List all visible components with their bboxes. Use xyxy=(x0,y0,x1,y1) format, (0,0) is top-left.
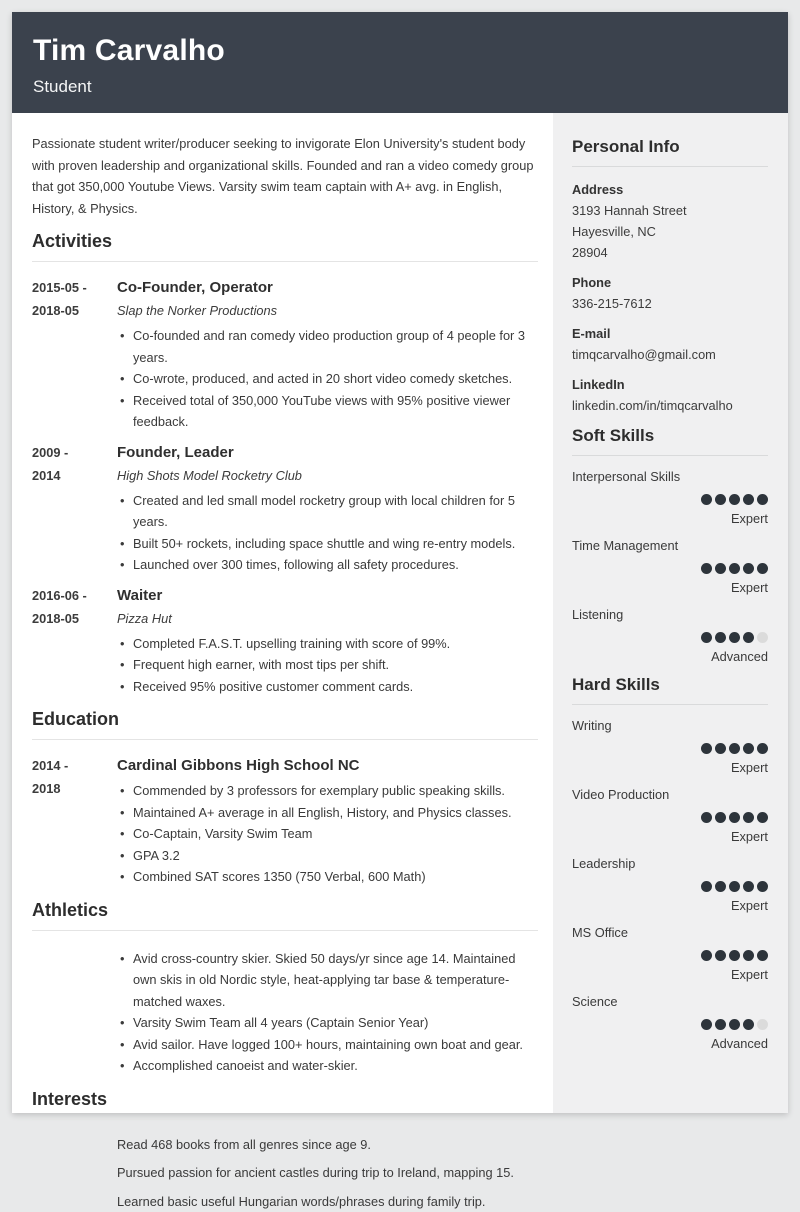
personal-info-field xyxy=(572,272,768,314)
rating-dot-icon xyxy=(743,632,754,643)
bullet-item: • Combined SAT scores 1350 (750 Verbal, 600 Math) xyxy=(117,866,538,888)
bullet-item: • Created and led small model rocketry group with local children for 5 years. xyxy=(117,490,538,533)
section-activities xyxy=(32,231,538,697)
skill-level: Expert xyxy=(572,510,768,527)
skill-name: MS Office xyxy=(572,924,768,941)
rating-dot-icon xyxy=(729,494,740,505)
date-start: 2009 - xyxy=(32,441,117,464)
field-value: 28904 xyxy=(572,242,768,263)
entry-organization: High Shots Model Rocketry Club xyxy=(117,464,538,487)
date-start: 2014 - xyxy=(32,754,117,777)
skill-rating-dots xyxy=(572,950,768,961)
activity-entry xyxy=(32,276,538,433)
rating-dot-icon xyxy=(715,743,726,754)
entry-dates xyxy=(32,276,117,433)
field-label: E-mail xyxy=(572,323,768,344)
rating-dot-icon xyxy=(701,950,712,961)
bullet-item: • Launched over 300 times, following all safety procedures. xyxy=(117,554,538,576)
field-label: Phone xyxy=(572,272,768,293)
section-title-education: Education xyxy=(32,709,538,740)
field-value: 3193 Hannah Street xyxy=(572,200,768,221)
interest-line: Read 468 books from all genres since age 9. xyxy=(117,1134,538,1156)
personal-info-field xyxy=(572,374,768,416)
skill-item xyxy=(572,606,768,665)
field-value: 336-215-7612 xyxy=(572,293,768,314)
field-label: Address xyxy=(572,179,768,200)
field-label: LinkedIn xyxy=(572,374,768,395)
entry-role: Co-Founder, Operator xyxy=(117,276,538,299)
entry-bullets xyxy=(117,325,538,433)
entry-dates xyxy=(32,754,117,888)
section-personal-info xyxy=(572,137,768,416)
bullet-item: • Avid sailor. Have logged 100+ hours, maintaining own boat and gear. xyxy=(117,1034,538,1056)
rating-dot-icon xyxy=(701,494,712,505)
resume-header xyxy=(12,12,788,113)
bullet-item: • Avid cross-country skier. Skied 50 days/yr since age 14. Maintained own skis in old Nordic style, heat-applying tar base & temperature-matched waxes. xyxy=(117,948,538,1013)
entry-bullets xyxy=(117,633,538,698)
rating-dot-icon xyxy=(729,632,740,643)
entry-role: Founder, Leader xyxy=(117,441,538,464)
rating-dot-icon xyxy=(715,1019,726,1030)
rating-dot-icon xyxy=(715,494,726,505)
rating-dot-icon xyxy=(757,950,768,961)
rating-dot-icon xyxy=(701,563,712,574)
bullet-item: • Received 95% positive customer comment cards. xyxy=(117,676,538,698)
resume-page xyxy=(12,12,788,1113)
bullet-item: • Built 50+ rockets, including space shuttle and wing re-entry models. xyxy=(117,533,538,555)
skill-name: Time Management xyxy=(572,537,768,554)
date-start: 2016-06 - xyxy=(32,584,117,607)
rating-dot-icon xyxy=(757,812,768,823)
hard-skills-title: Hard Skills xyxy=(572,675,768,705)
bullet-item: • Co-founded and ran comedy video production group of 4 people for 3 years. xyxy=(117,325,538,368)
person-job-title: Student xyxy=(33,77,788,97)
rating-dot-icon xyxy=(757,632,768,643)
rating-dot-icon xyxy=(715,950,726,961)
date-end: 2018-05 xyxy=(32,607,117,630)
personal-info-field xyxy=(572,323,768,365)
bullet-item: • GPA 3.2 xyxy=(117,845,538,867)
entry-bullets xyxy=(117,780,538,888)
skill-rating-dots xyxy=(572,563,768,574)
skill-level: Expert xyxy=(572,759,768,776)
interest-line: Pursued passion for ancient castles during trip to Ireland, mapping 15. xyxy=(117,1162,538,1184)
skill-rating-dots xyxy=(572,632,768,643)
rating-dot-icon xyxy=(743,494,754,505)
interest-lines xyxy=(117,1134,538,1212)
education-entry xyxy=(32,754,538,888)
main-column xyxy=(12,113,553,1113)
rating-dot-icon xyxy=(729,743,740,754)
skill-item xyxy=(572,717,768,776)
skill-item xyxy=(572,924,768,983)
entry-role: Waiter xyxy=(117,584,538,607)
rating-dot-icon xyxy=(715,881,726,892)
skill-level: Expert xyxy=(572,966,768,983)
bullet-item: • Co-wrote, produced, and acted in 20 short video comedy sketches. xyxy=(117,368,538,390)
personal-info-title: Personal Info xyxy=(572,137,768,167)
entry-bullets xyxy=(117,948,538,1077)
bullet-item: • Received total of 350,000 YouTube views with 95% positive viewer feedback. xyxy=(117,390,538,433)
rating-dot-icon xyxy=(729,1019,740,1030)
entry-dates xyxy=(32,945,117,1077)
rating-dot-icon xyxy=(701,812,712,823)
date-end: 2018 xyxy=(32,777,117,800)
summary-text: Passionate student writer/producer seeking to invigorate Elon University's student body with proven leadership and organizational skills. Founded and ran a video comedy group that got 350,000 Youtube Views. Varsity swim team captain with A+ avg. in English, History, & Physics. xyxy=(32,133,538,219)
entry-role: Cardinal Gibbons High School NC xyxy=(117,754,538,777)
rating-dot-icon xyxy=(743,563,754,574)
rating-dot-icon xyxy=(729,812,740,823)
date-end: 2018-05 xyxy=(32,299,117,322)
bullet-item: • Co-Captain, Varsity Swim Team xyxy=(117,823,538,845)
entry-dates xyxy=(32,584,117,698)
date-start: 2015-05 - xyxy=(32,276,117,299)
rating-dot-icon xyxy=(701,743,712,754)
rating-dot-icon xyxy=(701,881,712,892)
skill-item xyxy=(572,786,768,845)
skill-name: Video Production xyxy=(572,786,768,803)
section-soft-skills xyxy=(572,426,768,665)
entry-dates xyxy=(32,441,117,576)
skill-level: Advanced xyxy=(572,1035,768,1052)
personal-info-field xyxy=(572,179,768,263)
rating-dot-icon xyxy=(729,563,740,574)
skill-level: Expert xyxy=(572,579,768,596)
skill-rating-dots xyxy=(572,494,768,505)
skill-item xyxy=(572,855,768,914)
bullet-item: • Completed F.A.S.T. upselling training with score of 99%. xyxy=(117,633,538,655)
rating-dot-icon xyxy=(701,1019,712,1030)
entry-organization: Slap the Norker Productions xyxy=(117,299,538,322)
bullet-item: • Commended by 3 professors for exemplary public speaking skills. xyxy=(117,780,538,802)
rating-dot-icon xyxy=(715,632,726,643)
person-name: Tim Carvalho xyxy=(33,34,788,68)
skill-rating-dots xyxy=(572,812,768,823)
rating-dot-icon xyxy=(743,812,754,823)
date-end: 2014 xyxy=(32,464,117,487)
section-title-activities: Activities xyxy=(32,231,538,262)
interest-line: Learned basic useful Hungarian words/phrases during family trip. xyxy=(117,1191,538,1212)
activity-entry xyxy=(32,441,538,576)
section-athletics xyxy=(32,900,538,1077)
rating-dot-icon xyxy=(743,743,754,754)
section-interests xyxy=(32,1089,538,1212)
rating-dot-icon xyxy=(715,812,726,823)
entry-organization: Pizza Hut xyxy=(117,607,538,630)
rating-dot-icon xyxy=(757,881,768,892)
bullet-item: • Frequent high earner, with most tips per shift. xyxy=(117,654,538,676)
skill-level: Expert xyxy=(572,897,768,914)
rating-dot-icon xyxy=(729,881,740,892)
rating-dot-icon xyxy=(757,563,768,574)
bullet-item: • Accomplished canoeist and water-skier. xyxy=(117,1055,538,1077)
skill-item xyxy=(572,468,768,527)
entry-body xyxy=(117,276,538,433)
rating-dot-icon xyxy=(743,950,754,961)
field-value: Hayesville, NC xyxy=(572,221,768,242)
skill-level: Advanced xyxy=(572,648,768,665)
soft-skills-title: Soft Skills xyxy=(572,426,768,456)
entry-bullets xyxy=(117,490,538,576)
skill-name: Science xyxy=(572,993,768,1010)
field-value-linkedin: linkedin.com/in/timqcarvalho xyxy=(572,395,768,416)
section-education xyxy=(32,709,538,888)
bullet-item: • Maintained A+ average in all English, History, and Physics classes. xyxy=(117,802,538,824)
rating-dot-icon xyxy=(743,1019,754,1030)
skill-item xyxy=(572,993,768,1052)
entry-body xyxy=(117,945,538,1077)
sidebar xyxy=(553,113,788,1113)
section-title-athletics: Athletics xyxy=(32,900,538,931)
bullet-item: • Varsity Swim Team all 4 years (Captain Senior Year) xyxy=(117,1012,538,1034)
resume-body xyxy=(12,113,788,1113)
skill-name: Leadership xyxy=(572,855,768,872)
rating-dot-icon xyxy=(757,1019,768,1030)
skill-item xyxy=(572,537,768,596)
field-value-email: timqcarvalho@gmail.com xyxy=(572,344,768,365)
section-title-interests: Interests xyxy=(32,1089,538,1120)
entry-body xyxy=(117,441,538,576)
skill-rating-dots xyxy=(572,1019,768,1030)
skill-rating-dots xyxy=(572,743,768,754)
rating-dot-icon xyxy=(715,563,726,574)
skill-name: Listening xyxy=(572,606,768,623)
skill-level: Expert xyxy=(572,828,768,845)
skill-name: Interpersonal Skills xyxy=(572,468,768,485)
athletics-entry xyxy=(32,945,538,1077)
entry-body xyxy=(117,584,538,698)
rating-dot-icon xyxy=(729,950,740,961)
rating-dot-icon xyxy=(757,494,768,505)
skill-name: Writing xyxy=(572,717,768,734)
entry-body xyxy=(117,754,538,888)
rating-dot-icon xyxy=(743,881,754,892)
rating-dot-icon xyxy=(757,743,768,754)
rating-dot-icon xyxy=(701,632,712,643)
skill-rating-dots xyxy=(572,881,768,892)
activity-entry xyxy=(32,584,538,698)
section-hard-skills xyxy=(572,675,768,1052)
